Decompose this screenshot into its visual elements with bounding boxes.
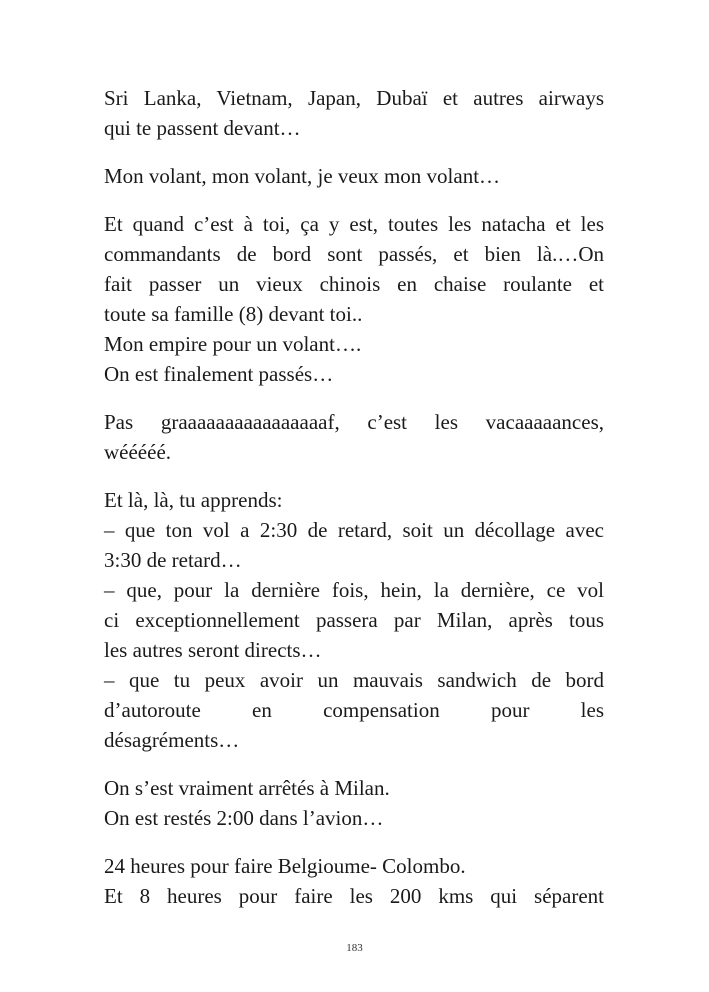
- paragraph: [104, 161, 604, 191]
- paragraph: [104, 485, 604, 755]
- body-text: [104, 83, 604, 929]
- text-line: Pas graaaaaaaaaaaaaaaaf, c’est les vacaaaaances,: [104, 410, 604, 434]
- text-line: 3:30 de retard…: [104, 548, 242, 572]
- text-line: On est finalement passés…: [104, 362, 334, 386]
- text-line: d’autoroute en compensation pour les: [104, 698, 604, 722]
- text-line: – que ton vol a 2:30 de retard, soit un décollage avec: [104, 518, 604, 542]
- text-line: 24 heures pour faire Belgioume- Colombo.: [104, 854, 466, 878]
- page-number: 183: [346, 942, 363, 954]
- text-line: fait passer un vieux chinois en chaise roulante et: [104, 272, 604, 296]
- paragraph: [104, 209, 604, 389]
- text-line: commandants de bord sont passés, et bien là.…On: [104, 242, 604, 266]
- text-line: Et là, là, tu apprends:: [104, 488, 283, 512]
- text-line: Sri Lanka, Vietnam, Japan, Dubaï et autres airways: [104, 86, 604, 110]
- text-line: Mon empire pour un volant….: [104, 332, 362, 356]
- text-line: On s’est vraiment arrêtés à Milan.: [104, 776, 390, 800]
- paragraph: [104, 773, 604, 833]
- text-line: les autres seront directs…: [104, 638, 322, 662]
- text-line: – que tu peux avoir un mauvais sandwich de bord: [104, 668, 604, 692]
- text-line: wééééé.: [104, 440, 172, 464]
- text-line: Mon volant, mon volant, je veux mon volant…: [104, 164, 501, 188]
- text-line: On est restés 2:00 dans l’avion…: [104, 806, 384, 830]
- text-line: ci exceptionnellement passera par Milan, après tous: [104, 608, 604, 632]
- text-line: désagréments…: [104, 728, 240, 752]
- text-line: Et 8 heures pour faire les 200 kms qui séparent: [104, 884, 604, 908]
- text-line: qui te passent devant…: [104, 116, 301, 140]
- paragraph: [104, 407, 604, 467]
- paragraph: [104, 851, 604, 911]
- text-line: Et quand c’est à toi, ça y est, toutes les natacha et les: [104, 212, 604, 236]
- text-line: – que, pour la dernière fois, hein, la dernière, ce vol: [104, 578, 604, 602]
- paragraph: [104, 83, 604, 143]
- text-line: toute sa famille (8) devant toi..: [104, 302, 363, 326]
